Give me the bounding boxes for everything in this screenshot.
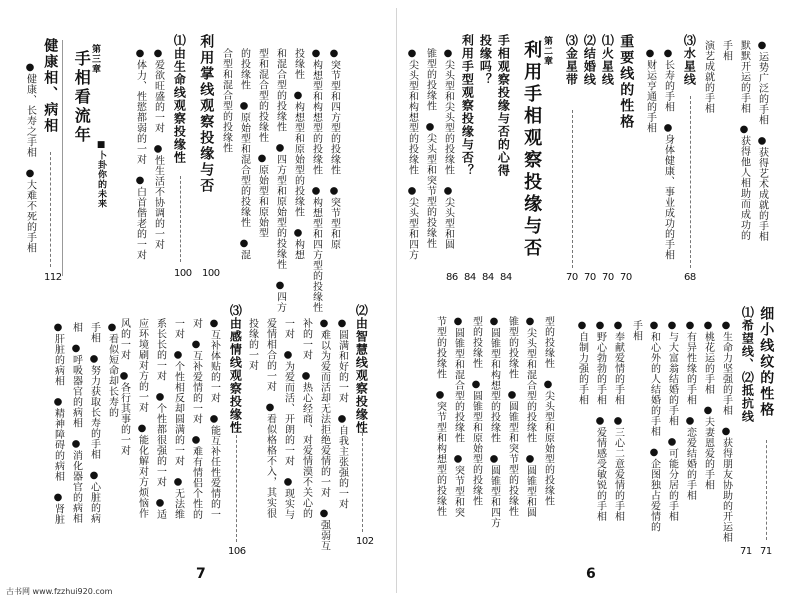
page-ref: 84 (500, 272, 512, 283)
list-item: ●运势广泛的手相 ●获得艺术成就的手相 (756, 40, 768, 242)
section-heading: 利用手型观察投缘与否？ (460, 34, 475, 177)
list-item: 默默开运的手相 ●获得他人相助而成功的 (738, 40, 750, 241)
list-item: ●尖头型和构想型的投缘性 ●尖头型和四方 (406, 48, 418, 260)
list-item: ●尖头型和混合型的投缘性 ●圆锥型和圆 (524, 316, 536, 518)
chapter-title: 利用手相观察投缘与否 (521, 40, 543, 260)
list-item: 节型的投缘性 ●突节型和构想型的投缘性 (434, 316, 446, 517)
list-item: 一对 ●个性相反却圆满的一对 ●无法维 (172, 318, 184, 520)
list-item: 锥型的投缘性 ●圆锥型和突节型的投缘性 (506, 316, 518, 517)
leader-dots (180, 176, 181, 262)
chapter-label: 第三章 (90, 44, 101, 74)
list-item: ●尖头型和尖头型的投缘性 ●尖头型和圆 (442, 48, 454, 250)
list-item: 应环境刷对方的一对 ●能化解对方烦恼作 (136, 318, 148, 519)
list-item: ●有异性缘的手相 ●恋爱结婚的手相 (684, 320, 696, 501)
section-heading: 细小线纹的性格 (758, 306, 775, 418)
page-ref: 70 (620, 272, 632, 283)
section-heading: 重要线的性格 (618, 34, 635, 130)
list-item: ●健康、长寿之手相 ●大难不死的手相 (24, 62, 36, 253)
section-heading: 投缘吗？ (478, 34, 493, 86)
list-item: ●野心勃勃的手相 ●爱情感受敏锐的手相 (594, 320, 606, 522)
page-ref: 70 (602, 272, 614, 283)
section-heading: ⑶水星线 (682, 34, 697, 86)
list-item: 投缘性 ●构想型和原始型的投缘性 ●构想 (292, 48, 304, 260)
list-item: 一对 ●为爱而活、开朗的一对 ●现实与 (282, 318, 294, 520)
list-item: ●突节型和四方型的投缘性 ●突节型和原 (328, 48, 340, 250)
list-item: ●生命力坚强的手相 ●获得朋友协助的开运相 (720, 320, 732, 543)
list-item: 和混合型的投缘性 ●四方型和原始型的投缘性 ●四方 (274, 48, 286, 313)
section-heading: ⑶金星带 (564, 34, 579, 86)
list-item: 爱情相合的一对 ●看似格格不入，其实很 (264, 318, 276, 519)
list-item: ●互补体贴的一对 ●能互补任性爱情的一 (208, 318, 220, 520)
list-item: ●构想型和构想型的投缘性 ●构想型和四方型的投缘性 (310, 48, 322, 313)
page-ref: 84 (464, 272, 476, 283)
list-item: ●与大富翁结婚的手相 ●可能分居的手相 (666, 320, 678, 522)
page-ref: 84 (482, 272, 494, 283)
list-item: ●圆锥型和构想型的投缘性 ●圆锥型和四方 (488, 316, 500, 528)
watermark: 古书网 www.fzzhui920.com (6, 587, 113, 596)
section-heading: 手相观察投缘与否的心得 (496, 34, 511, 177)
page-ref: 102 (356, 536, 374, 547)
list-item: ●桃花运的手相 ●夫妻恩爱的手相 (702, 320, 714, 490)
list-item: 型的投缘性 ●圆锥型和原始型的投缘性 (470, 316, 482, 506)
section-heading: ⑴希望线、⑵抵抗线 (740, 306, 755, 423)
list-item: ●肝脏的病相 ●精神障碍的病相 ●肾脏 (52, 322, 64, 525)
page-ref: 71 (740, 546, 752, 557)
list-item: ●圆满和好的一对 ●自我主张强的一对 (336, 318, 348, 509)
health-heading: 健康相、病相 (42, 38, 59, 134)
list-item: ●奉献爱情的手相 ●三心二意爱情的手相 (612, 320, 624, 522)
list-item: 合型和混合型的投缘性 (220, 48, 232, 153)
section-heading: ⑴由生命线观察投缘性 (172, 34, 187, 164)
gutter-divider (396, 8, 397, 593)
section-heading: ⑵由智慧线观察投缘性 (354, 304, 369, 434)
chapter-label: 第二章 (542, 36, 553, 66)
leader-dots (572, 110, 573, 268)
list-item: 手相 (630, 320, 642, 341)
section-heading: ⑶由感情线观察投缘性 (228, 304, 243, 434)
list-item: 锥型的投缘性 ●尖头型和突节型的投缘性 (424, 48, 436, 249)
section-heading: ⑴火星线 (600, 34, 615, 86)
list-item: 投缘的一对 (246, 318, 258, 371)
page-ref: 71 (760, 546, 772, 557)
list-item: ●体力、性慾都弱的一对 ●白首偕老的一对 (134, 48, 146, 260)
leader-dots (236, 430, 237, 542)
list-item: 补的一对 ●热心经商、对爱情漠不关心的 (300, 318, 312, 519)
page-ref: 70 (566, 272, 578, 283)
list-item: 型和混合型的投缘性 ●原始型和原始型 (256, 48, 268, 238)
list-item: ●和心外的人结婚的手相 ●企图独占爱情的 (648, 320, 660, 532)
page-ref: 70 (584, 272, 596, 283)
list-item: 手相 ●努力获取长寿的手相 ●心脏的病 (88, 322, 100, 524)
page-ref: 86 (446, 272, 458, 283)
list-item: ●难以为爱而活却无法拒绝爱情的一对 ●强弱互 (318, 318, 330, 551)
list-item: ●财运亨通的手相 (644, 48, 656, 133)
list-item: 对 ●互补爱情的一对 ●难有情侣个性的 (190, 318, 202, 520)
leader-dots (50, 152, 51, 267)
list-item: ●圆锥型和混合型的投缘性 ●突节型和突 (452, 316, 464, 518)
list-item: ●爱欲旺盛的一对 ●性生活不协调的一对 (152, 48, 164, 250)
chapter-title: 手相看流年 (72, 50, 92, 145)
page-number: 7 (196, 566, 206, 582)
leader-dots (362, 428, 363, 532)
list-item: ●长寿的手相 ●身体健康、事业成功的手相 (662, 48, 674, 260)
list-item: 系长长的一对 ●个性都很强的一对 ●适 (154, 318, 166, 520)
page-ref: 68 (684, 272, 696, 283)
divider (62, 40, 63, 276)
list-item: 风的一对 ●各行其事的一对 (118, 318, 130, 456)
section-heading: 利用掌线观察投缘与否 (198, 34, 215, 194)
list-item: 型的投缘性 ●尖头型和原始型的投缘性 (542, 316, 554, 506)
list-item: 的投缘性 ●原始型和混合型的投缘性 ●混 (238, 48, 250, 260)
page-ref: 106 (228, 546, 246, 557)
page-ref: 100 (202, 268, 220, 279)
page-ref: 112 (44, 272, 62, 283)
leader-dots (766, 440, 767, 540)
list-item: 相 ●呼吸器官的病相 ●消化器官的病相 (70, 322, 82, 524)
page-ref: 100 (174, 268, 192, 279)
list-item: 演艺成就的手相 (702, 40, 714, 114)
leader-dots (690, 96, 691, 268)
chapter-subtitle: ■卜卦你的未来 (96, 140, 107, 209)
list-item: ●自制力强的手相 (576, 320, 588, 405)
list-item: 手相 (720, 40, 732, 61)
section-heading: ⑵结婚线 (582, 34, 597, 86)
list-item: ●看似短命却长寿的 (106, 322, 118, 418)
page-number: 6 (586, 566, 596, 582)
